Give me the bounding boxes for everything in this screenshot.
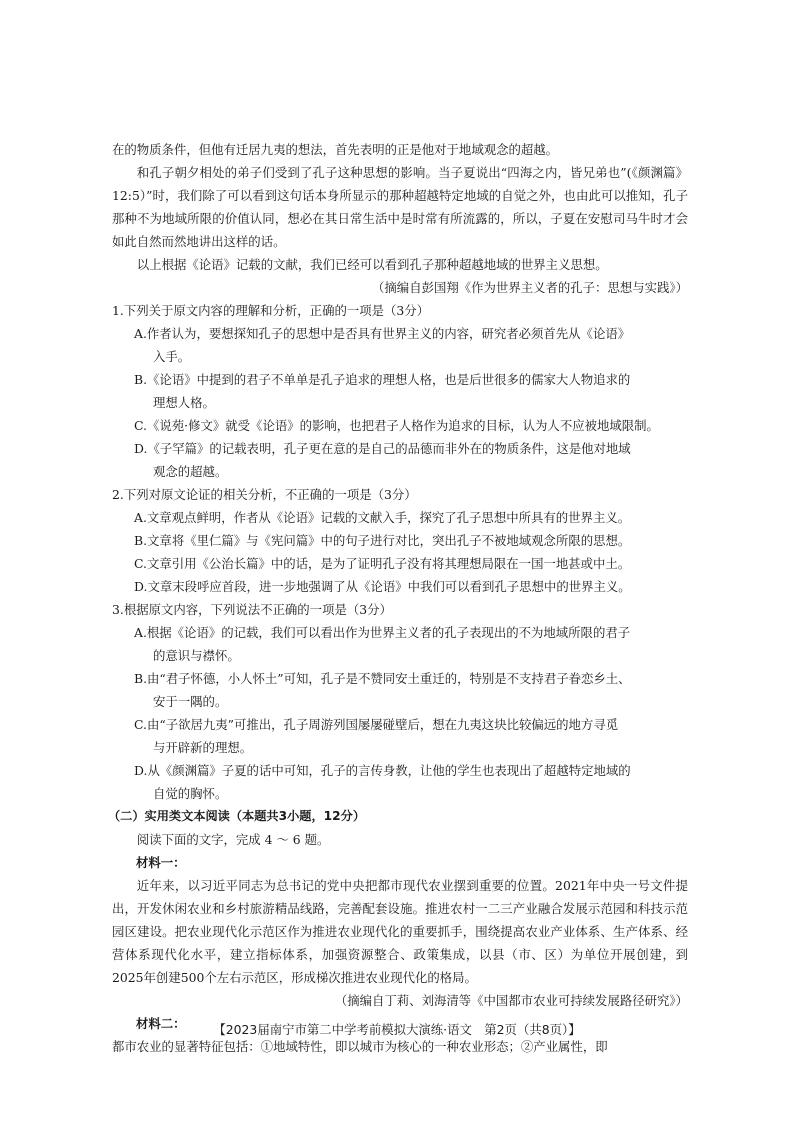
option-label: A. <box>134 326 147 341</box>
page-footer: 【2023届南宁市第二中学考前模拟大演练·语文 第2页（共8页）】 <box>213 1022 581 1037</box>
question-stem: 3.根据原文内容，下列说法不正确的一项是（3分） <box>112 602 392 617</box>
option-label: C. <box>134 717 147 732</box>
option-label: B. <box>134 533 148 548</box>
option-text: 文章引用《公治长篇》中的话，是为了证明孔子没有将其理想局限在一国一地甚或中土。 <box>146 556 631 571</box>
option-d <box>134 437 688 483</box>
question-2 <box>112 483 688 598</box>
option-text: 由“子欲居九夷”可推出，孔子周游列国屡屡碰壁后，想在九夷这块比较偏远的地方寻觅 <box>146 717 619 732</box>
question-stem: 1.下列关于原文内容的理解和分析，正确的一项是（3分） <box>112 303 430 318</box>
option-b <box>134 368 688 414</box>
option-b <box>134 529 688 552</box>
option-a <box>134 506 688 529</box>
option-label: D. <box>134 579 148 594</box>
option-text: 文章观点鲜明，作者从《论语》记载的文献入手，探究了孔子思想中所具有的世界主义。 <box>146 510 631 525</box>
option-text: 《说苑·修文》就受《论语》的影响，也把君子人格作为追求的目标，认为人不应被地域限制。 <box>146 418 659 433</box>
material-2-label: 材料二： <box>136 1016 186 1031</box>
option-text: 《子罕篇》的记载表明，孔子更在意的是自己的品德而非外在的物质条件，这是他对地域 <box>147 441 631 456</box>
material-1-source: （摘编自丁莉、刘海清等《中国都市农业可持续发展路径研究》） <box>334 993 688 1008</box>
option-label: B. <box>134 372 148 387</box>
option-label: C. <box>134 418 147 433</box>
option-c <box>134 552 688 575</box>
option-c <box>134 713 688 759</box>
option-text: 作者认为，要想探知孔子的思想中是否具有世界主义的内容，研究者必须首先从《论语》 <box>146 326 631 341</box>
passage-paragraph: 和孔子朝夕相处的弟子们受到了孔子这种思想的影响。当子夏说出“四海之内，皆兄弟也”(《颜渊篇》12:5）”时，我们除了可以看到这句话本身所显示的那种超越特定地域的自觉之外，也由此可以推知，孔子那种不为地域所限的价值认同，想必在其日常生活中是时常有所流露的，所以，子夏在安慰司马牛时才会如此自然而然地讲出这样的话。 <box>112 165 688 249</box>
passage-paragraph: 以上根据《论语》记载的文献，我们已经可以看到孔子那种超越地域的世界主义思想。 <box>136 257 608 272</box>
material-2-text: 都市农业的显著特征包括：①地域特性，即以城市为核心的一种农业形态；②产业属性，即 <box>112 1039 608 1054</box>
option-label: C. <box>134 556 147 571</box>
option-text: 由“君子怀德，小人怀土”可知，孔子是不赞同安土重迁的，特别是不支持君子眷恋乡土、 <box>147 671 631 686</box>
option-label: D. <box>134 441 148 456</box>
option-text: 文章末段呼应首段，进一步地强调了从《论语》中我们可以看到孔子思想中的世界主义。 <box>147 579 631 594</box>
section-heading: （二）实用类文本阅读（本题共3小题，12分） <box>108 809 366 823</box>
option-label: D. <box>134 763 148 778</box>
option-label: A. <box>134 510 147 525</box>
material-1-label: 材料一： <box>136 855 186 870</box>
option-a <box>134 621 688 667</box>
option-label: A. <box>134 625 147 640</box>
exam-page <box>108 138 688 1058</box>
option-text-cont: 理想人格。 <box>153 395 215 410</box>
option-text: 《论语》中提到的君子不单单是孔子追求的理想人格，也是后世很多的儒家大人物追求的 <box>147 372 631 387</box>
option-b <box>134 667 688 713</box>
question-1 <box>112 299 688 483</box>
question-3 <box>112 598 688 805</box>
question-stem: 2.下列对原文论证的相关分析，不正确的一项是（3分） <box>112 487 417 502</box>
option-c <box>134 414 688 437</box>
option-text-cont: 与开辟新的理想。 <box>153 740 253 755</box>
passage-paragraph: 在的物质条件，但他有迁居九夷的想法，首先表明的正是他对于地域观念的超越。 <box>112 142 559 157</box>
option-text: 从《颜渊篇》子夏的话中可知，孔子的言传身教，让他的学生也表现出了超越特定地域的 <box>147 763 631 778</box>
passage-source: （摘编自彭国翔《作为世界主义者的孔子：思想与实践》） <box>372 280 688 295</box>
option-text-cont: 入手。 <box>153 349 191 364</box>
option-d <box>134 575 688 598</box>
option-text-cont: 的意识与襟怀。 <box>153 648 240 663</box>
option-text: 文章将《里仁篇》与《宪问篇》中的句子进行对比，突出孔子不被地域观念所限的思想。 <box>147 533 631 548</box>
section-intro: 阅读下面的文字，完成 4 ～ 6 题。 <box>136 832 330 847</box>
option-label: B. <box>134 671 148 686</box>
material-1-text: 近年来，以习近平同志为总书记的党中央把都市现代农业摆到重要的位置。2021年中央一号文件提出，开发休闲农业和乡村旅游精品线路，完善配套设施。推进农村一二三产业融合发展示范园和科技示范园区建设。把农业现代化示范区作为推进农业现代化的重要抓手，围绕提高农业产业体系、生产体系、经营体系现代化水平，建立指标体系，加强资源整合、政策集成，以县（市、区）为单位开展创建，到2025年创建500个左右示范区，形成梯次推进农业现代化的格局。 <box>112 878 688 985</box>
option-a <box>134 322 688 368</box>
option-text: 根据《论语》的记载，我们可以看出作为世界主义者的孔子表现出的不为地域所限的君子 <box>146 625 631 640</box>
option-text-cont: 观念的超越。 <box>153 464 228 479</box>
option-d <box>134 759 688 805</box>
option-text-cont: 安于一隅的。 <box>153 694 228 709</box>
option-text-cont: 自觉的胸怀。 <box>153 786 228 801</box>
